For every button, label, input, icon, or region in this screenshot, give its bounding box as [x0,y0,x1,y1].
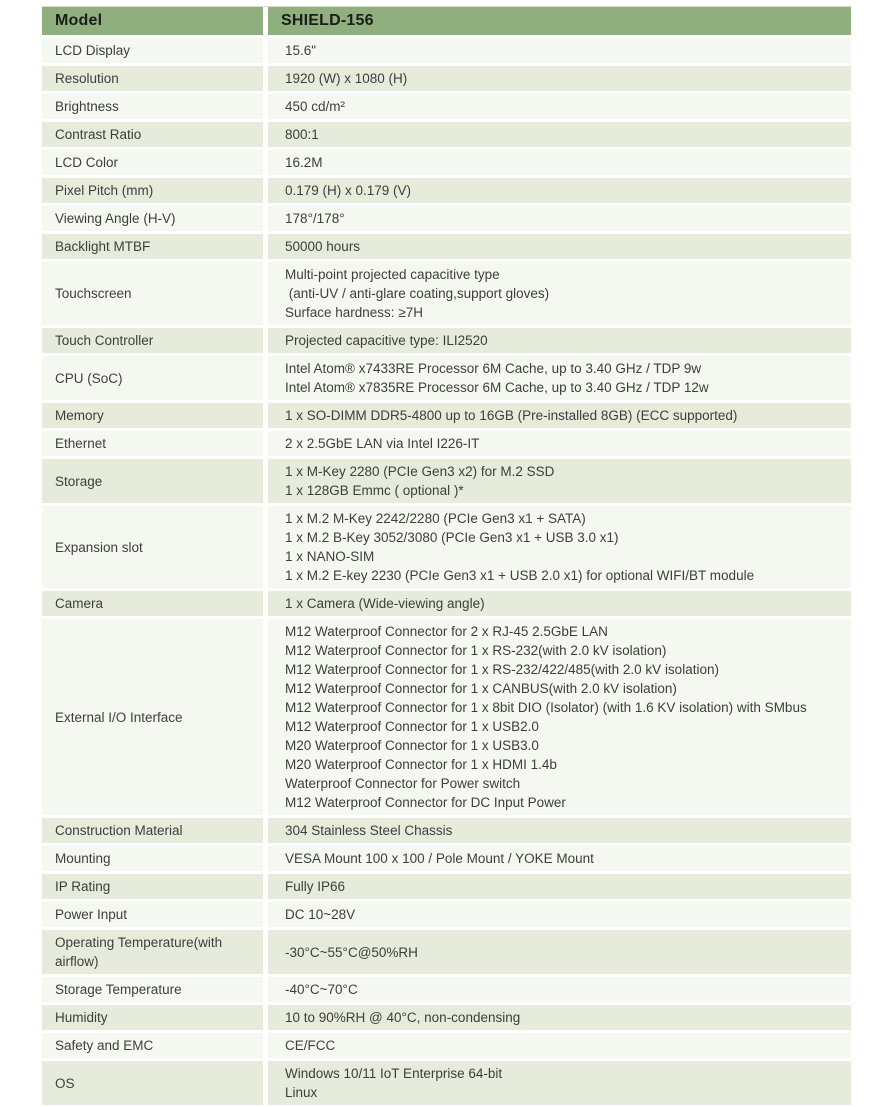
spec-value [268,1033,851,1061]
spec-value-line: 1 x SO-DIMM DDR5-4800 up to 16GB (Pre-installed 8GB) (ECC supported) [285,408,738,423]
spec-label: Storage Temperature [42,977,268,1005]
spec-value-line: 2 x 2.5GbE LAN via Intel I226-IT [285,436,480,451]
table-row [42,1005,851,1033]
spec-value-line: Waterproof Connector for Power switch [285,776,521,791]
spec-table [42,7,851,1107]
spec-value-line: (anti-UV / anti-glare coating,support gloves) [285,286,550,301]
spec-value [268,591,851,619]
spec-label: Memory [42,403,268,431]
spec-value-line: -40°C~70°C [285,982,358,997]
header-row [42,7,851,38]
spec-label: Contrast Ratio [42,122,268,150]
spec-label: Expansion slot [42,506,268,591]
table-row [42,619,851,818]
spec-value-line: 304 Stainless Steel Chassis [285,823,453,838]
spec-value-line: 16.2M [285,155,323,170]
spec-value [268,150,851,178]
spec-value [268,930,851,977]
spec-value-line: CE/FCC [285,1038,336,1053]
table-row [42,122,851,150]
spec-value [268,619,851,818]
spec-label: Humidity [42,1005,268,1033]
spec-value [268,874,851,902]
spec-value-line: 10 to 90%RH @ 40°C, non-condensing [285,1010,521,1025]
spec-value [268,38,851,66]
spec-value-line: 50000 hours [285,239,361,254]
spec-label: OS [42,1061,268,1107]
spec-value [268,506,851,591]
spec-value-line: 1 x Camera (Wide-viewing angle) [285,596,485,611]
spec-value [268,977,851,1005]
spec-value [268,234,851,262]
spec-value-line: 1 x NANO-SIM [285,549,375,564]
table-row [42,1061,851,1107]
table-row [42,328,851,356]
table-row [42,930,851,977]
spec-value [268,262,851,328]
table-row [42,506,851,591]
spec-value [268,902,851,930]
spec-value [268,206,851,234]
table-row [42,818,851,846]
spec-value-line: M12 Waterproof Connector for 1 x USB2.0 [285,719,539,734]
spec-label: Operating Temperature(with airflow) [42,930,268,977]
spec-value-line: M20 Waterproof Connector for 1 x USB3.0 [285,738,539,753]
spec-value-line: Surface hardness: ≥7H [285,305,423,320]
spec-label: LCD Color [42,150,268,178]
spec-value [268,846,851,874]
table-row [42,66,851,94]
spec-label: IP Rating [42,874,268,902]
spec-value [268,431,851,459]
spec-label: Power Input [42,902,268,930]
spec-label: Backlight MTBF [42,234,268,262]
spec-table-header [42,7,851,38]
spec-value-line: 1 x M-Key 2280 (PCIe Gen3 x2) for M.2 SSD [285,464,555,479]
spec-value [268,459,851,506]
spec-value-line: Intel Atom® x7835RE Processor 6M Cache, up to 3.40 GHz / TDP 12w [285,380,709,395]
spec-value-line: 1 x M.2 B-Key 3052/3080 (PCIe Gen3 x1 + USB 3.0 x1) [285,530,619,545]
spec-label: Touch Controller [42,328,268,356]
spec-label: Storage [42,459,268,506]
spec-value-line: M12 Waterproof Connector for 1 x 8bit DIO (Isolator) (with 1.6 KV isolation) with SMbus [285,700,807,715]
table-row [42,1033,851,1061]
spec-value-line: Fully IP66 [285,879,346,894]
spec-label: External I/O Interface [42,619,268,818]
spec-value [268,94,851,122]
spec-label: Brightness [42,94,268,122]
table-row [42,431,851,459]
table-row [42,874,851,902]
table-row [42,94,851,122]
spec-value-line: 178°/178° [285,211,345,226]
spec-value [268,178,851,206]
header-model-value: SHIELD-156 [268,7,851,38]
spec-label: Pixel Pitch (mm) [42,178,268,206]
spec-value-line: VESA Mount 100 x 100 / Pole Mount / YOKE Mount [285,851,594,866]
spec-value-line: M12 Waterproof Connector for 1 x CANBUS(with 2.0 kV isolation) [285,681,677,696]
spec-value-line: M12 Waterproof Connector for DC Input Power [285,795,566,810]
spec-label: LCD Display [42,38,268,66]
spec-value-line: Projected capacitive type: ILI2520 [285,333,488,348]
table-row [42,977,851,1005]
spec-value-line: 1920 (W) x 1080 (H) [285,71,408,86]
spec-label: Construction Material [42,818,268,846]
table-row [42,846,851,874]
spec-label: Viewing Angle (H-V) [42,206,268,234]
spec-value-line: Windows 10/11 IoT Enterprise 64-bit [285,1066,503,1081]
table-row [42,591,851,619]
spec-value-line: M12 Waterproof Connector for 2 x RJ-45 2.5GbE LAN [285,624,608,639]
spec-value-line: 15.6" [285,43,317,58]
spec-value [268,328,851,356]
spec-value-line: M20 Waterproof Connector for 1 x HDMI 1.4b [285,757,557,772]
header-model-label: Model [42,7,268,38]
spec-value-line: 800:1 [285,127,319,142]
spec-label: Safety and EMC [42,1033,268,1061]
spec-table-body [42,38,851,1107]
spec-value [268,66,851,94]
spec-value-line: M12 Waterproof Connector for 1 x RS-232(with 2.0 kV isolation) [285,643,667,658]
spec-value-line: M12 Waterproof Connector for 1 x RS-232/422/485(with 2.0 kV isolation) [285,662,719,677]
spec-value [268,122,851,150]
table-row [42,459,851,506]
spec-value [268,1061,851,1107]
table-row [42,902,851,930]
spec-value-line: 1 x 128GB Emmc ( optional )* [285,483,464,498]
table-row [42,206,851,234]
table-row [42,262,851,328]
spec-value-line: Linux [285,1085,318,1100]
spec-label: Ethernet [42,431,268,459]
spec-value [268,403,851,431]
spec-label: Camera [42,591,268,619]
spec-table-container [42,6,851,1107]
table-row [42,150,851,178]
spec-value-line: 1 x M.2 E-key 2230 (PCIe Gen3 x1 + USB 2.0 x1) for optional WIFI/BT module [285,568,755,583]
table-row [42,38,851,66]
spec-value-line: DC 10~28V [285,907,356,922]
table-row [42,178,851,206]
spec-value-line: 0.179 (H) x 0.179 (V) [285,183,412,198]
spec-value-line: -30°C~55°C@50%RH [285,944,418,960]
spec-label: Touchscreen [42,262,268,328]
table-row [42,356,851,403]
spec-value-line: 1 x M.2 M-Key 2242/2280 (PCIe Gen3 x1 + SATA) [285,511,586,526]
spec-label: CPU (SoC) [42,356,268,403]
table-row [42,403,851,431]
spec-value-line: 450 cd/m² [285,99,346,114]
spec-value [268,818,851,846]
spec-label: Mounting [42,846,268,874]
spec-value [268,356,851,403]
spec-value [268,1005,851,1033]
spec-value-line: Intel Atom® x7433RE Processor 6M Cache, up to 3.40 GHz / TDP 9w [285,361,702,376]
spec-label: Resolution [42,66,268,94]
spec-value-line: Multi-point projected capacitive type [285,267,500,282]
table-row [42,234,851,262]
